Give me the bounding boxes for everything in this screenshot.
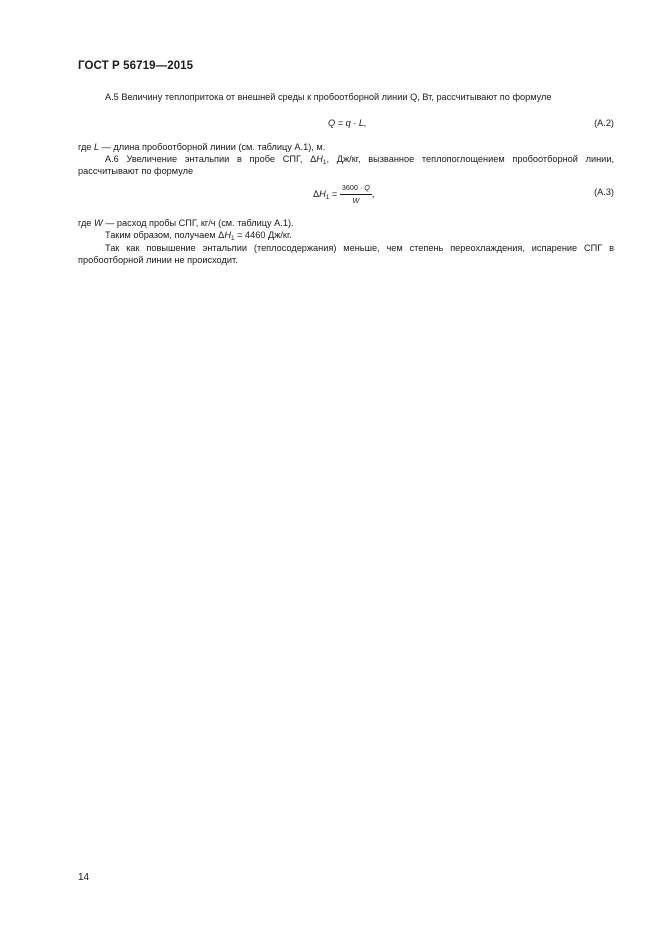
formula-a3-delta: Δ (313, 188, 320, 199)
where-l-prefix: где (78, 142, 94, 152)
formula-a3-numerator-variable: Q (364, 183, 370, 192)
paragraph-where-l (78, 142, 614, 154)
where-l-variable: L (93, 142, 100, 152)
formula-a2 (78, 118, 614, 140)
formula-a3-denominator: W (352, 196, 360, 205)
a6-text: , Дж/кг, вызванное теплопоглощением пробоотборной линии, рассчитывают по формуле (78, 154, 614, 176)
paragraph-a6 (78, 154, 614, 177)
formula-a3-trail: , (371, 188, 375, 199)
where-w-prefix: где (78, 218, 94, 228)
formula-a3-number: (А.3) (594, 187, 614, 197)
page-number: 14 (78, 872, 90, 883)
paragraph-a5: А.5 Величину теплопритока от внешней среды к пробоотборной линии Q, Вт, рассчитывают по формуле (105, 92, 552, 102)
a6-subscript: 1 (322, 159, 327, 166)
formula-a3-numerator-const: 3600 · (341, 183, 365, 192)
formula-a3-lhs-subscript: 1 (325, 193, 330, 201)
formula-a3-equals: = (329, 188, 340, 199)
where-w-text: — расход пробы СПГ, кг/ч (см. таблицу А.1). (102, 218, 294, 228)
document-header: ГОСТ Р 56719—2015 (78, 60, 194, 72)
where-w-variable: W (93, 218, 103, 228)
formula-a3-numerator (340, 183, 372, 195)
thus-variable: H (224, 230, 231, 240)
thus-text: = 4460 Дж/кг. (234, 230, 292, 240)
formula-a3 (78, 181, 614, 211)
formula-a2-number: (А.2) (594, 118, 614, 128)
paragraph-thus (78, 230, 614, 242)
formula-a3-fraction (340, 183, 372, 206)
formula-a3-lhs-variable: H (319, 188, 326, 199)
thus-prefix: Таким образом, получаем Δ (105, 230, 225, 240)
paragraph-where-w (78, 218, 614, 230)
formula-a2-expression: Q = q · L, (328, 118, 367, 128)
thus-subscript: 1 (230, 235, 235, 242)
a6-prefix: А.6 Увеличение энтальпии в пробе СПГ, Δ (105, 154, 317, 164)
where-l-text: — длина пробоотборной линии (см. таблицу А.1), м. (99, 142, 326, 152)
a6-variable: H (316, 154, 323, 164)
formula-a3-expression (313, 183, 374, 206)
paragraph-conclusion: Так как повышение энтальпии (теплосодержания) меньше, чем степень переохлаждения, испарение СПГ в пробоотборной линии не происходит. (78, 243, 614, 265)
